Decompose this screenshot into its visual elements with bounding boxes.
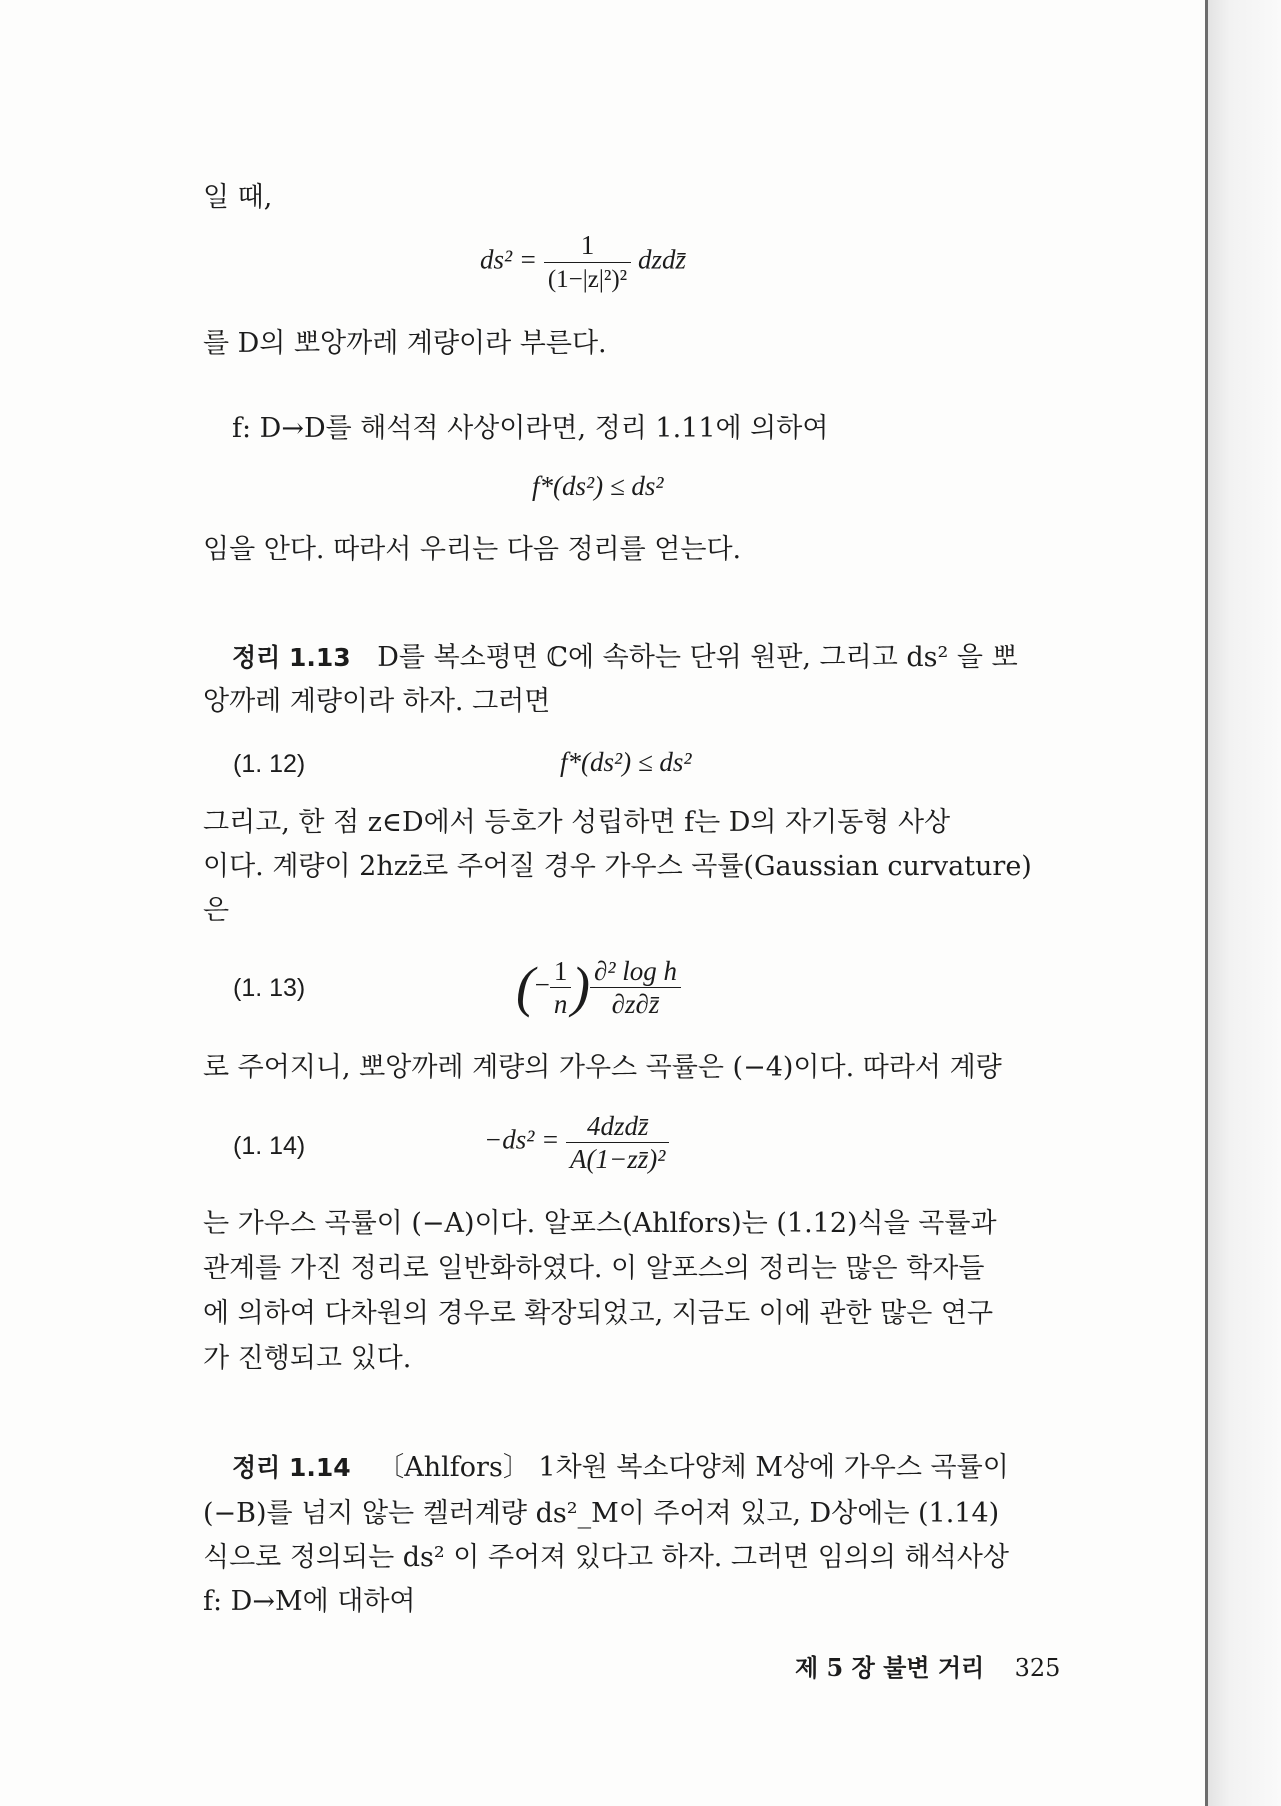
theorem-label: 정리 1.13 bbox=[232, 643, 351, 672]
equation-1-14 bbox=[484, 1110, 669, 1175]
text-line: f: D→D를 해석적 사상이라면, 정리 1.11에 의하여 bbox=[232, 413, 829, 444]
equation-label-1-13: (1. 13) bbox=[233, 974, 306, 1002]
fraction-numerator: 4dzdz̄ bbox=[586, 1111, 649, 1141]
equation-lhs: ds² = bbox=[480, 244, 538, 275]
fraction-numerator: ∂² log h bbox=[594, 956, 677, 986]
theorem-1-14-line-1 bbox=[232, 1450, 1009, 1486]
fraction-denominator: A(1−zz̄)² bbox=[566, 1142, 669, 1175]
text-line: 를 D의 뽀앙까레 계량이라 부른다. bbox=[203, 328, 607, 359]
text-line: 가 진행되고 있다. bbox=[203, 1343, 412, 1374]
right-paren: ) bbox=[571, 956, 591, 1019]
text-line: 로 주어지니, 뽀앙까레 계량의 가우스 곡률은 (−4)이다. 따라서 계량 bbox=[203, 1052, 1002, 1083]
text-line: 임을 안다. 따라서 우리는 다음 정리를 얻는다. bbox=[203, 534, 742, 565]
text-line: 은 bbox=[203, 895, 230, 926]
text-line: 그리고, 한 점 z∈D에서 등호가 성립하면 f는 D의 자기동형 사상 bbox=[203, 807, 951, 838]
equation-fraction bbox=[544, 228, 631, 297]
fraction-numerator: 1 bbox=[580, 230, 595, 260]
equation-poincare-metric bbox=[480, 228, 686, 297]
running-footer bbox=[795, 1650, 1060, 1686]
left-paren: ( bbox=[516, 956, 535, 1019]
theorem-1-14-line-3: 식으로 정의되는 ds² 이 주어져 있다고 하자. 그러면 임의의 해석사상 bbox=[203, 1542, 1009, 1573]
equation-pullback: f*(ds²) ≤ ds² bbox=[532, 471, 664, 501]
chapter-title: 제 5 장 불변 거리 bbox=[795, 1653, 985, 1682]
text-line: 일 때, bbox=[203, 182, 273, 213]
fraction-denominator: ∂z∂z̄ bbox=[590, 987, 681, 1020]
page-edge-shadow bbox=[1208, 0, 1281, 1806]
equation-1-12: f*(ds²) ≤ ds² bbox=[560, 747, 692, 777]
equation-lhs: −ds² = bbox=[484, 1124, 560, 1155]
theorem-1-14-line-2: (−B)를 넘지 않는 켈러계량 ds²_M이 주어져 있고, D상에는 (1.14) bbox=[203, 1498, 1000, 1529]
theorem-1-14-line-4: f: D→M에 대하여 bbox=[203, 1586, 416, 1617]
page-number: 325 bbox=[1014, 1654, 1061, 1682]
theorem-label: 정리 1.14 bbox=[232, 1453, 351, 1482]
equation-1-13: (− $\frac{1}{n}$ ) $\frac{\text{∂² log h}}{\partial z\partial z̄}$ bbox=[516, 955, 681, 1020]
theorem-text: D를 복소평면 ℂ에 속하는 단위 원판, 그리고 ds² 을 뽀 bbox=[377, 642, 1018, 673]
text-line: 이다. 계량이 2hzz̄로 주어질 경우 가우스 곡률(Gaussian curvature) bbox=[203, 851, 1032, 882]
theorem-text: 〔Ahlfors〕 1차원 복소다양체 M상에 가우스 곡률이 bbox=[377, 1452, 1009, 1483]
equation-label-1-14: (1. 14) bbox=[233, 1132, 306, 1160]
theorem-1-13-line-2: 앙까레 계량이라 하자. 그러면 bbox=[203, 686, 551, 717]
equation-tail: dzdz̄ bbox=[637, 244, 686, 275]
text-line: 에 의하여 다차원의 경우로 확장되었고, 지금도 이에 관한 많은 연구 bbox=[203, 1298, 994, 1329]
fraction-denominator: (1−|z|²)² bbox=[544, 262, 631, 297]
fraction-denominator: n bbox=[550, 987, 572, 1020]
theorem-1-13-line-1 bbox=[232, 640, 1018, 676]
equation-label-1-12: (1. 12) bbox=[233, 750, 306, 778]
equation-fraction bbox=[590, 955, 681, 1020]
equation-fraction bbox=[550, 955, 572, 1020]
equation-fraction bbox=[566, 1110, 669, 1175]
text-line: 관계를 가진 정리로 일반화하였다. 이 알포스의 정리는 많은 학자들 bbox=[203, 1253, 985, 1284]
text-line: 는 가우스 곡률이 (−A)이다. 알포스(Ahlfors)는 (1.12)식을 곡률과 bbox=[203, 1208, 997, 1239]
fraction-numerator: 1 bbox=[553, 956, 568, 986]
